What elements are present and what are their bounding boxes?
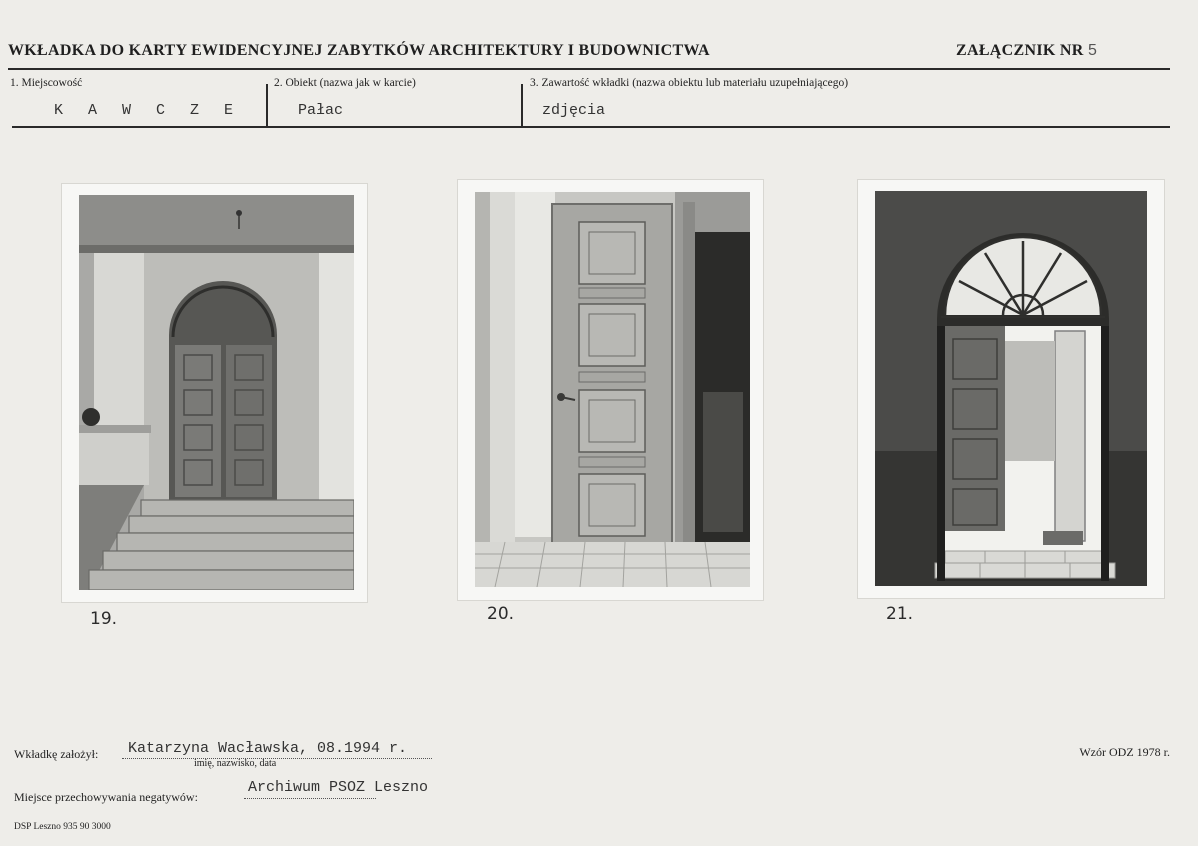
header-rule-top [8, 68, 1170, 70]
photo-19-image [79, 195, 354, 590]
photo-frame-20 [458, 180, 763, 600]
zalozyl-hint: imię, nazwisko, data [194, 758, 277, 769]
obiekt-value: Pałac [298, 102, 344, 119]
obiekt-label: 2. Obiekt (nazwa jak w karcie) [274, 77, 416, 89]
photo-number-19: 19. [90, 609, 118, 629]
form-template-id: Wzór ODZ 1978 r. [1079, 745, 1170, 759]
negatywy-dotted-line [244, 798, 376, 799]
zawartosc-label: 3. Zawartość wkładki (nazwa obiektu lub materiału uzupełniającego) [530, 77, 849, 89]
miejscowosc-value: K A W C Z E [54, 102, 242, 119]
miejscowosc-label: 1. Miejscowość [10, 77, 83, 89]
photo-20 [475, 192, 750, 587]
zalozyl-label: Wkładkę założył: [14, 747, 99, 761]
photo-20-image [475, 192, 750, 587]
zalozyl-dotted-line [122, 758, 432, 759]
photo-frame-19 [62, 184, 367, 602]
photo-21-image [875, 191, 1147, 586]
attachment-label [956, 42, 1097, 60]
field-divider-1 [266, 84, 268, 126]
header-rule-bottom [12, 126, 1170, 128]
zalozyl-value: Katarzyna Wacławska, 08.1994 r. [128, 740, 408, 757]
field-divider-2 [521, 84, 523, 126]
photo-number-21: 21. [886, 604, 914, 624]
print-code: DSP Leszno 935 90 3000 [14, 822, 111, 832]
negatywy-label: Miejsce przechowywania negatywów: [14, 790, 198, 804]
photo-number-20: 20. [487, 604, 515, 624]
form-title: WKŁADKA DO KARTY EWIDENCYJNEJ ZABYTKÓW ARCHITEKTURY I BUDOWNICTWA [8, 42, 710, 59]
attachment-label-text: ZAŁĄCZNIK NR [956, 42, 1084, 59]
photo-19 [79, 195, 354, 590]
photo-21 [875, 191, 1147, 586]
zawartosc-value: zdjęcia [542, 102, 606, 119]
attachment-number: 5 [1087, 42, 1098, 59]
photo-frame-21 [858, 180, 1164, 598]
negatywy-value: Archiwum PSOZ Leszno [248, 779, 429, 796]
